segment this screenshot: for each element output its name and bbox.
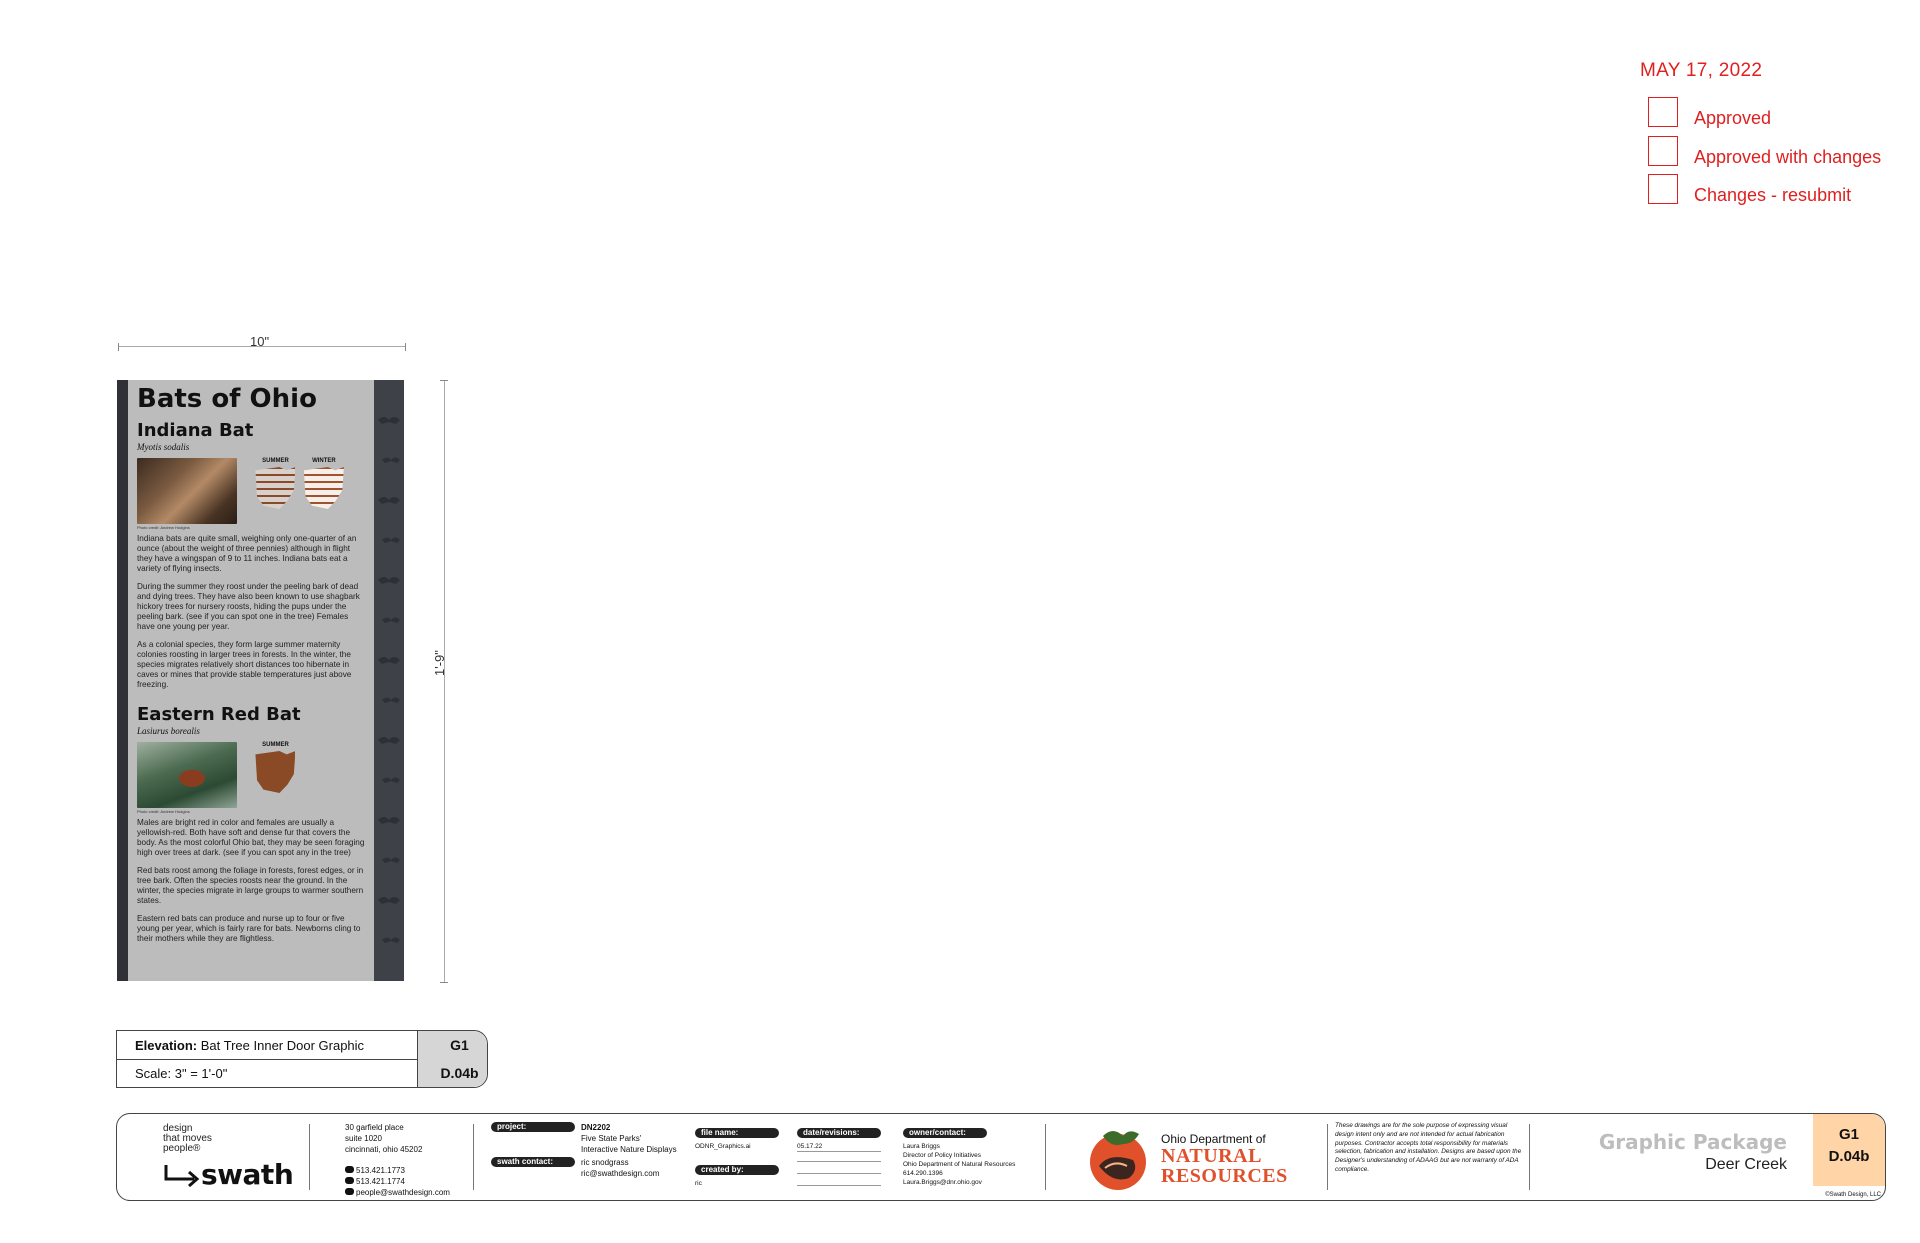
copyright: ©Swath Design, LLC [1825,1192,1881,1198]
project-label: project: [491,1122,575,1132]
species1-paragraph: Indiana bats are quite small, weighing only one-quarter of an ounce (about the weight of three pennies) although in flight they have a wingspan of 9 to 11 inches. Indiana bats eat a variety of flying insects. [137,534,357,573]
graphic-panel [117,380,404,981]
package-location: Deer Creek [1705,1156,1787,1173]
project-name: Interactive Nature Displays [581,1145,677,1154]
owner-organization: Ohio Department of Natural Resources [903,1161,1016,1168]
elevation-row [117,1031,487,1060]
approval-option-approved[interactable] [1648,103,1771,133]
fax-line [345,1176,475,1187]
odnr-resources: RESOURCES [1161,1165,1288,1187]
owner-title: Director of Policy Initiatives [903,1152,982,1159]
species2-summer-map-label: SUMMER [262,742,289,748]
species2-summer-map [255,742,295,793]
elevation-drawing-code: D.04b [417,1059,487,1087]
scale-label-text: Scale: [135,1066,172,1081]
date-revisions-label: date/revisions: [797,1128,881,1138]
divider [309,1124,310,1190]
species1-photo-credit: Photo credit: Andrew Hodgins [137,525,190,530]
species1-paragraph: During the summer they roost under the peeling bark of dead and dying trees. They have also been known to use shagbark hickory trees for nursery roosts, hiding the pups under the peeling bark. (see if you can spot one in the tree) Females have one young per year. [137,582,360,631]
species1-scientific-name: Myotis sodalis [137,442,190,452]
phone-icon [345,1166,354,1173]
address-line: 30 garfield place [345,1123,404,1132]
swath-contact-email[interactable]: ric@swathdesign.com [581,1169,660,1178]
elevation-label [135,1038,364,1053]
created-by: ric [695,1180,702,1187]
panel-content [137,380,367,944]
panel-title: Bats of Ohio [137,384,317,414]
owner-cell [903,1122,1053,1192]
divider [1327,1124,1328,1190]
swath-tagline: that moves [163,1133,212,1144]
species1-media-row [137,458,367,524]
ohio-map-summer-icon [255,467,295,509]
file-cell [695,1122,779,1192]
species1-winter-map [304,458,344,509]
panel-bat-pattern-bar [374,380,404,981]
approved-with-changes-label: Approved with changes [1694,146,1882,167]
ohio-map-winter-icon [304,467,344,509]
species1-winter-map-label: WINTER [312,458,336,464]
odnr-natural: NATURAL [1161,1145,1262,1167]
swath-tagline: design [163,1123,193,1134]
species1-name: Indiana Bat [137,420,254,441]
odnr-logo [1085,1124,1305,1194]
project-name: Five State Parks' [581,1134,642,1143]
odnr-name: Ohio Department of [1161,1132,1266,1146]
date-cell [797,1122,881,1192]
phone-number: 513.421.1773 [356,1166,405,1175]
title-block [116,1113,1886,1201]
revision-line [797,1184,881,1186]
species1-paragraph: As a colonial species, they form large summer maternity colonies roosting in larger trees in forests. In the winter, the species migrates relatively short distances too hibernate in caves or mines that provide stable temperatures just above freezing. [137,640,352,689]
swath-tagline: people® [163,1143,201,1154]
address-cell [345,1122,475,1197]
project-info [581,1122,677,1155]
species2-paragraph: Red bats roost among the foliage in forests, forest edges, or in tree bark. Often the species roosts near the ground. In the winter, the species migrate in large groups to warmer southern states. [137,866,364,905]
created-by-label: created by: [695,1165,779,1175]
approved-with-changes-checkbox[interactable] [1648,136,1678,166]
address-line: cincinnati, ohio 45202 [345,1145,423,1154]
fax-icon [345,1177,354,1184]
width-dimension-label: 10" [250,334,270,349]
disclaimer-text: These drawings are for the sole purpose of expressing visual design intent only and are not intended for actual fabrication purposes. Contractor accepts total responsibility for materials selection, fabrication and installation. Designs are based upon the Designer's understanding of ADAAG but are not warranty of ADA compliance. [1335,1122,1522,1173]
owner-name: Laura Briggs [903,1143,940,1150]
swath-logo-text: swath [201,1158,294,1191]
elevation-sheet-code: G1 [417,1031,487,1059]
sheet-code: G1 [1838,1126,1859,1143]
ohio-map-summer-icon [255,751,295,793]
project-row [491,1122,691,1155]
file-name-label: file name: [695,1128,779,1138]
elevation-label-bold: Elevation: [135,1038,198,1053]
changes-resubmit-checkbox[interactable] [1648,174,1678,204]
divider [473,1124,474,1190]
elevation-box [116,1030,488,1088]
disclaimer-cell [1335,1122,1525,1192]
scale-row [117,1059,487,1087]
species1-summer-map [255,458,295,509]
scale-label [135,1066,227,1081]
species2-paragraph: Eastern red bats can produce and nurse up to four or five young per year, which is fairly rare for bats. Newborns cling to their mothers while they are flightless. [137,914,361,943]
species2-paragraph: Males are bright red in color and females are usually a yellowish-red. Both have soft and dense fur that covers the body. As the most colorful Ohio bat, they may be seen foraging high over trees at dark. (see if you can spot any in the tree) [137,818,365,857]
approval-date: MAY 17, 2022 [1640,60,1763,81]
eastern-red-bat-photo [137,742,237,808]
project-id: DN2202 [581,1123,611,1132]
species1-summer-map-label: SUMMER [262,458,289,464]
owner-contact-label: owner/contact: [903,1128,987,1138]
file-name: ODNR_Graphics.ai [695,1143,751,1150]
approved-label: Approved [1694,107,1772,128]
species2-photo-credit: Photo credit: Andrew Hodgins [137,809,190,814]
species2-media-row [137,742,367,808]
approval-option-approved-with-changes[interactable] [1648,142,1881,172]
fax-number: 513.421.1774 [356,1177,405,1186]
swath-contact-info [581,1157,659,1179]
phone-line [345,1165,475,1176]
divider [1045,1124,1046,1190]
swath-contact-label: swath contact: [491,1157,575,1167]
height-dimension-label: 1'-9" [432,650,447,676]
approved-checkbox[interactable] [1648,97,1678,127]
divider [1529,1124,1530,1190]
revision-line [797,1172,881,1174]
height-dimension-line [440,380,448,983]
swath-logo [163,1158,323,1191]
approval-option-changes-resubmit[interactable] [1648,180,1851,210]
scale-value: 3" = 1'-0" [174,1066,228,1081]
email-line[interactable] [345,1187,475,1198]
odnr-logo-icon [1085,1126,1155,1192]
changes-resubmit-label: Changes - resubmit [1694,184,1852,205]
bat-silhouettes-icon [374,380,404,981]
package-title: Graphic Package [1598,1130,1787,1154]
drawing-code: D.04b [1828,1148,1870,1165]
swath-logo-cell [163,1124,323,1194]
revision-date: 05.17.22 [797,1142,881,1152]
address-line: suite 1020 [345,1134,382,1143]
owner-phone: 614.290.1396 [903,1170,943,1177]
species2-name: Eastern Red Bat [137,704,301,725]
elevation-name: Bat Tree Inner Door Graphic [200,1038,365,1053]
species2-scientific-name: Lasiurus borealis [137,726,200,736]
swath-contact-name: ric snodgrass [581,1158,629,1167]
project-cell [491,1122,691,1192]
email-icon [345,1188,354,1195]
indiana-bat-photo [137,458,237,524]
owner-email[interactable]: Laura.Briggs@dnr.ohio.gov [903,1179,982,1186]
swath-arrow-icon [163,1163,201,1187]
email-address[interactable]: people@swathdesign.com [356,1188,450,1197]
odnr-name-block [1161,1132,1288,1186]
swath-contact-row [491,1157,691,1179]
panel-left-bar [117,380,128,981]
sheet-code-box [1813,1114,1885,1186]
package-cell [1587,1130,1787,1200]
revision-line [797,1160,881,1162]
